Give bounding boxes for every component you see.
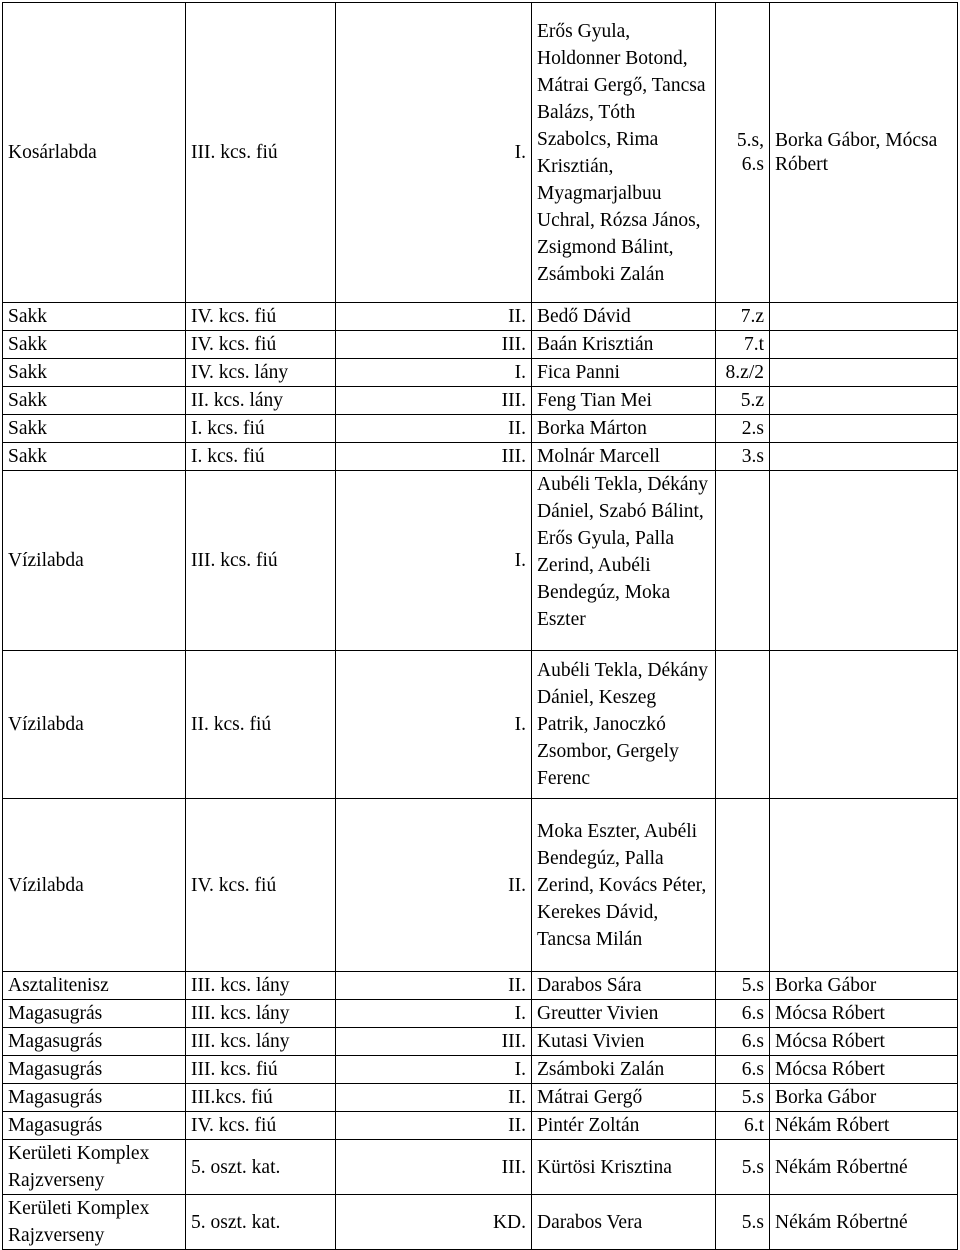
teacher-cell bbox=[770, 415, 958, 443]
rank-cell: III. bbox=[336, 1140, 532, 1195]
grade-cell: 6.s bbox=[716, 1000, 770, 1028]
rank-cell: I. bbox=[336, 359, 532, 387]
category-cell: II. kcs. fiú bbox=[186, 651, 336, 799]
rank-cell: KD. bbox=[336, 1195, 532, 1250]
category-cell: IV. kcs. fiú bbox=[186, 303, 336, 331]
names-cell: Molnár Marcell bbox=[532, 443, 716, 471]
teacher-cell bbox=[770, 651, 958, 799]
table-row bbox=[3, 471, 958, 651]
table-row bbox=[3, 972, 958, 1000]
names-cell: Zsámboki Zalán bbox=[532, 1056, 716, 1084]
teacher-cell bbox=[770, 443, 958, 471]
names-cell: Borka Márton bbox=[532, 415, 716, 443]
grade-cell: 5.s bbox=[716, 1140, 770, 1195]
grade-cell: 6.s bbox=[716, 1056, 770, 1084]
category-cell: IV. kcs. lány bbox=[186, 359, 336, 387]
teacher-cell bbox=[770, 799, 958, 972]
event-cell: Sakk bbox=[3, 303, 186, 331]
category-cell: I. kcs. fiú bbox=[186, 443, 336, 471]
grade-cell: 5.s bbox=[716, 972, 770, 1000]
table-row bbox=[3, 1028, 958, 1056]
rank-cell: I. bbox=[336, 471, 532, 651]
grade-cell: 6.t bbox=[716, 1112, 770, 1140]
names-cell: Baán Krisztián bbox=[532, 331, 716, 359]
results-table bbox=[2, 2, 958, 1250]
teacher-cell: Nékám Róbertné bbox=[770, 1140, 958, 1195]
names-cell: Feng Tian Mei bbox=[532, 387, 716, 415]
event-cell: Sakk bbox=[3, 359, 186, 387]
teacher-cell bbox=[770, 359, 958, 387]
event-cell: Sakk bbox=[3, 387, 186, 415]
grade-cell: 7.z bbox=[716, 303, 770, 331]
table-row bbox=[3, 1056, 958, 1084]
names-cell: Fica Panni bbox=[532, 359, 716, 387]
names-cell: Moka Eszter, Aubéli Bendegúz, Palla Zerind, Kovács Péter, Kerekes Dávid, Tancsa Milán bbox=[532, 799, 716, 972]
teacher-cell: Mócsa Róbert bbox=[770, 1056, 958, 1084]
grade-cell: 3.s bbox=[716, 443, 770, 471]
teacher-cell: Borka Gábor, Mócsa Róbert bbox=[770, 3, 958, 303]
names-cell: Darabos Sára bbox=[532, 972, 716, 1000]
grade-cell bbox=[716, 651, 770, 799]
teacher-cell bbox=[770, 471, 958, 651]
table-row bbox=[3, 651, 958, 799]
table-row bbox=[3, 359, 958, 387]
names-cell: Mátrai Gergő bbox=[532, 1084, 716, 1112]
table-row bbox=[3, 415, 958, 443]
grade-cell: 5.s bbox=[716, 1084, 770, 1112]
grade-cell: 5.s bbox=[716, 1195, 770, 1250]
event-cell: Kerületi Komplex Rajzverseny bbox=[3, 1140, 186, 1195]
event-cell: Vízilabda bbox=[3, 471, 186, 651]
teacher-cell bbox=[770, 331, 958, 359]
rank-cell: III. bbox=[336, 331, 532, 359]
teacher-cell: Nékám Róbertné bbox=[770, 1195, 958, 1250]
names-cell: Darabos Vera bbox=[532, 1195, 716, 1250]
category-cell: III. kcs. fiú bbox=[186, 471, 336, 651]
category-cell: 5. oszt. kat. bbox=[186, 1140, 336, 1195]
category-cell: III. kcs. lány bbox=[186, 972, 336, 1000]
category-cell: III. kcs. lány bbox=[186, 1028, 336, 1056]
grade-cell: 6.s bbox=[716, 1028, 770, 1056]
category-cell: I. kcs. fiú bbox=[186, 415, 336, 443]
table-row bbox=[3, 331, 958, 359]
names-cell: Pintér Zoltán bbox=[532, 1112, 716, 1140]
event-cell: Magasugrás bbox=[3, 1028, 186, 1056]
event-cell: Magasugrás bbox=[3, 1056, 186, 1084]
rank-cell: III. bbox=[336, 443, 532, 471]
rank-cell: III. bbox=[336, 1028, 532, 1056]
names-cell: Greutter Vivien bbox=[532, 1000, 716, 1028]
grade-cell: 5.s, 6.s bbox=[716, 3, 770, 303]
rank-cell: I. bbox=[336, 3, 532, 303]
rank-cell: II. bbox=[336, 303, 532, 331]
teacher-cell: Nékám Róbert bbox=[770, 1112, 958, 1140]
event-cell: Magasugrás bbox=[3, 1112, 186, 1140]
table-row bbox=[3, 1140, 958, 1195]
event-cell: Vízilabda bbox=[3, 651, 186, 799]
event-cell: Magasugrás bbox=[3, 1000, 186, 1028]
teacher-cell bbox=[770, 303, 958, 331]
rank-cell: II. bbox=[336, 799, 532, 972]
category-cell: III. kcs. lány bbox=[186, 1000, 336, 1028]
rank-cell: I. bbox=[336, 651, 532, 799]
event-cell: Kerületi Komplex Rajzverseny bbox=[3, 1195, 186, 1250]
grade-cell: 7.t bbox=[716, 331, 770, 359]
category-cell: III. kcs. fiú bbox=[186, 1056, 336, 1084]
names-cell bbox=[532, 471, 716, 651]
event-cell: Sakk bbox=[3, 415, 186, 443]
category-cell: III.kcs. fiú bbox=[186, 1084, 336, 1112]
category-cell: IV. kcs. fiú bbox=[186, 1112, 336, 1140]
category-cell: III. kcs. fiú bbox=[186, 3, 336, 303]
grade-cell: 5.z bbox=[716, 387, 770, 415]
rank-cell: I. bbox=[336, 1056, 532, 1084]
names-text: Aubéli Tekla, Dékány Dániel, Szabó Bálint, Erős Gyula, Palla Zerind, Aubéli Bendegúz, Moka Eszter bbox=[537, 474, 709, 630]
rank-cell: I. bbox=[336, 1000, 532, 1028]
teacher-cell: Mócsa Róbert bbox=[770, 1028, 958, 1056]
names-cell: Kürtösi Krisztina bbox=[532, 1140, 716, 1195]
table-row bbox=[3, 1000, 958, 1028]
table-row bbox=[3, 3, 958, 303]
table-row bbox=[3, 303, 958, 331]
rank-cell: II. bbox=[336, 1084, 532, 1112]
teacher-cell: Mócsa Róbert bbox=[770, 1000, 958, 1028]
table-row bbox=[3, 799, 958, 972]
names-cell: Bedő Dávid bbox=[532, 303, 716, 331]
rank-cell: II. bbox=[336, 1112, 532, 1140]
table-row bbox=[3, 443, 958, 471]
table-row bbox=[3, 387, 958, 415]
grade-cell: 2.s bbox=[716, 415, 770, 443]
grade-cell bbox=[716, 471, 770, 651]
event-cell: Asztalitenisz bbox=[3, 972, 186, 1000]
category-cell: IV. kcs. fiú bbox=[186, 799, 336, 972]
category-cell: II. kcs. lány bbox=[186, 387, 336, 415]
table-row bbox=[3, 1195, 958, 1250]
teacher-cell: Borka Gábor bbox=[770, 1084, 958, 1112]
names-cell: Aubéli Tekla, Dékány Dániel, Keszeg Patrik, Janoczkó Zsombor, Gergely Ferenc bbox=[532, 651, 716, 799]
event-cell: Sakk bbox=[3, 443, 186, 471]
event-cell: Sakk bbox=[3, 331, 186, 359]
teacher-cell bbox=[770, 387, 958, 415]
rank-cell: II. bbox=[336, 415, 532, 443]
grade-cell bbox=[716, 799, 770, 972]
rank-cell: II. bbox=[336, 972, 532, 1000]
teacher-cell: Borka Gábor bbox=[770, 972, 958, 1000]
event-cell: Magasugrás bbox=[3, 1084, 186, 1112]
event-cell: Kosárlabda bbox=[3, 3, 186, 303]
names-cell: Kutasi Vivien bbox=[532, 1028, 716, 1056]
category-cell: IV. kcs. fiú bbox=[186, 331, 336, 359]
rank-cell: III. bbox=[336, 387, 532, 415]
grade-cell: 8.z/2 bbox=[716, 359, 770, 387]
category-cell: 5. oszt. kat. bbox=[186, 1195, 336, 1250]
names-cell: Erős Gyula, Holdonner Botond, Mátrai Gergő, Tancsa Balázs, Tóth Szabolcs, Rima Krisztián, Myagmarjalbuu Uchral, Rózsa János, Zsigmond Bálint, Zsámboki Zalán bbox=[532, 3, 716, 303]
table-row bbox=[3, 1112, 958, 1140]
event-cell: Vízilabda bbox=[3, 799, 186, 972]
table-row bbox=[3, 1084, 958, 1112]
